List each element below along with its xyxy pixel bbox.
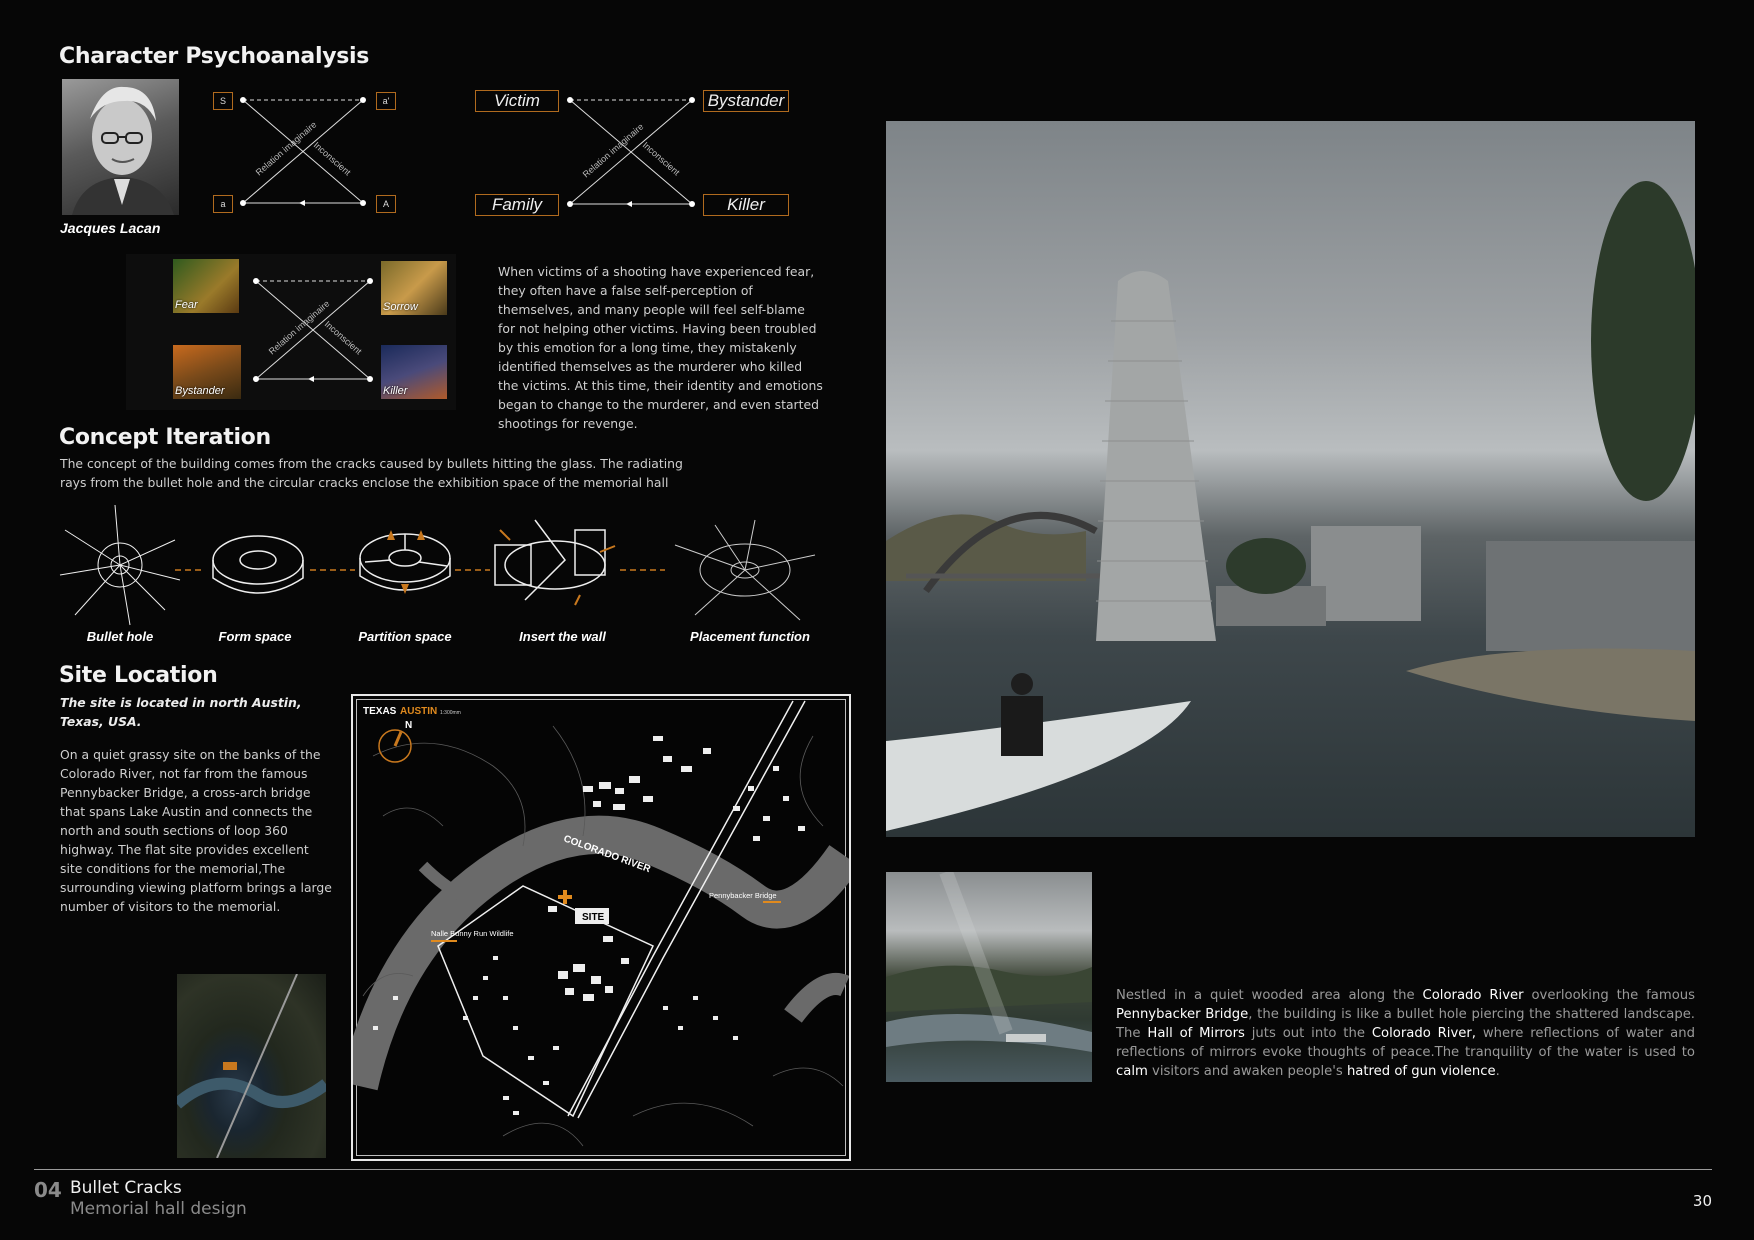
- schema1-node-a: a: [213, 195, 233, 213]
- map-texas: TEXAS: [363, 706, 397, 717]
- main-rendering: [886, 121, 1695, 837]
- desc-part-0: Nestled in a quiet wooded area along the: [1116, 988, 1423, 1003]
- thumb-sorrow-label: Sorrow: [383, 301, 418, 313]
- portrait-figure: [62, 79, 179, 215]
- desc-part-7: Colorado River,: [1371, 1026, 1476, 1041]
- tower-shape: [1096, 271, 1216, 641]
- desc-part-5: Hall of Mirrors: [1147, 1026, 1245, 1041]
- site-lead: The site is located in north Austin, Texas, USA.: [60, 695, 302, 729]
- aerial-rendering: [886, 872, 1092, 1082]
- desc-part-1: Colorado River: [1422, 988, 1524, 1003]
- step-bullet-hole: Bullet hole: [86, 629, 154, 644]
- satellite-image: [177, 974, 326, 1158]
- schema1-unconscious-label: Inconscient: [311, 139, 353, 178]
- desc-part-3: Pennybacker Bridge: [1116, 1007, 1249, 1022]
- psycho-paragraph: When victims of a shooting have experienced fear, they often have a false self-perception of themselves, and many people will feel self-blame for not helping other victims. Having been troubled by this emotion for a long time, they mistakenly identified themselves as the murderer who killed the victims. At this time, their identity and emotions began to change to the murderer, and even started shootings for revenge.: [498, 264, 823, 431]
- schema2-diagram: [562, 90, 702, 215]
- portrait-caption: Jacques Lacan: [60, 220, 161, 236]
- desc-part-4: , the building is like a bullet hole piercing the shattered landscape. The: [1116, 1007, 1695, 1041]
- schema1-diagram: [235, 90, 375, 215]
- step-insert-wall: Insert the wall: [519, 629, 606, 644]
- schema2-node-bystander: Bystander: [703, 90, 789, 112]
- schema3-relation-label: Relation imaginaire: [266, 298, 332, 357]
- schema2-node-family: Family: [475, 194, 559, 216]
- design-description: [1116, 986, 1695, 1081]
- desc-part-2: overlooking the famous: [1523, 988, 1696, 1003]
- desc-part-9: calm: [1116, 1064, 1148, 1079]
- portrait-photo: [62, 79, 179, 215]
- concept-sequence: [55, 500, 825, 630]
- step-form-space: Form space: [218, 629, 292, 644]
- footer-subtitle: Memorial hall design: [70, 1199, 247, 1219]
- map-bridge-label: Pennybacker Bridge: [709, 891, 777, 900]
- step-placement-function: Placement function: [690, 629, 810, 644]
- section-title-concept: Concept Iteration: [59, 425, 271, 450]
- insert-wall-icon: [495, 520, 605, 600]
- page-number: 30: [1692, 1192, 1712, 1210]
- thumb-killer: [381, 345, 447, 399]
- desc-part-10: visitors and awaken people's: [1147, 1064, 1347, 1079]
- schema2-node-killer: Killer: [703, 194, 789, 216]
- desc-part-6: juts out into the: [1244, 1026, 1372, 1041]
- thumb-bystander: [173, 345, 241, 399]
- map-wildlife-label: Nalle Bunny Run Wildlife: [431, 929, 514, 938]
- thumb-killer-label: Killer: [383, 385, 408, 397]
- footer-title: Bullet Cracks: [70, 1178, 182, 1198]
- map-scale: 1:300mm: [440, 710, 461, 716]
- section-title-site: Site Location: [59, 663, 218, 688]
- map-drawing: [353, 696, 849, 1159]
- bullet-hole-icon: [60, 505, 180, 625]
- step-partition-space: Partition space: [358, 629, 452, 644]
- desc-part-12: .: [1495, 1064, 1500, 1079]
- schema1-relation-label: Relation imaginaire: [253, 119, 319, 178]
- section-title-psychoanalysis: Character Psychoanalysis: [59, 44, 370, 69]
- desc-part-8: where reflections of water and reflections of mirrors evoke thoughts of peace.The tranquility of the water is used to: [1116, 1026, 1695, 1060]
- site-map: [351, 694, 851, 1161]
- footer-divider: [34, 1169, 1712, 1170]
- map-river-label: COLORADO RIVER: [561, 833, 652, 876]
- footer-number: 04: [34, 1178, 62, 1202]
- schema2-relation-label: Relation imaginaire: [580, 121, 646, 180]
- schema3-unconscious-label: Inconscient: [322, 318, 364, 357]
- schema2-node-victim: Victim: [475, 90, 559, 112]
- schema3-diagram: [250, 275, 380, 385]
- schema1-node-s: S: [213, 92, 233, 110]
- map-north-label: N: [405, 720, 413, 731]
- map-site-label: SITE: [582, 912, 605, 923]
- ring-form-icon: [213, 536, 303, 593]
- thumb-fear-label: Fear: [175, 299, 198, 311]
- schema1-node-big-a: A: [376, 195, 396, 213]
- thumb-sorrow: [381, 261, 447, 315]
- map-austin: AUSTIN: [400, 706, 438, 717]
- concept-text: The concept of the building comes from the cracks caused by bullets hitting the glass. The radiating rays from the bullet hole and the circular cracks enclose the exhibition space of the memorial hall: [60, 456, 683, 490]
- placement-icon: [675, 520, 815, 620]
- schema2-unconscious-label: Inconscient: [640, 139, 682, 178]
- thumb-bystander-label: Bystander: [175, 385, 225, 397]
- thumb-fear: [173, 259, 239, 313]
- desc-part-11: hatred of gun violence: [1346, 1064, 1496, 1079]
- partition-icon: [360, 534, 450, 590]
- schema1-node-a-prime: a': [376, 92, 396, 110]
- site-body: On a quiet grassy site on the banks of the Colorado River, not far from the famous Pennybacker Bridge, a cross-arch bridge that spans Lake Austin and connects the north and south sections of loop 360 highway. The flat site provides excellent site conditions for the memorial,The surrounding viewing platform brings a large number of visitors to the memorial.: [60, 747, 332, 914]
